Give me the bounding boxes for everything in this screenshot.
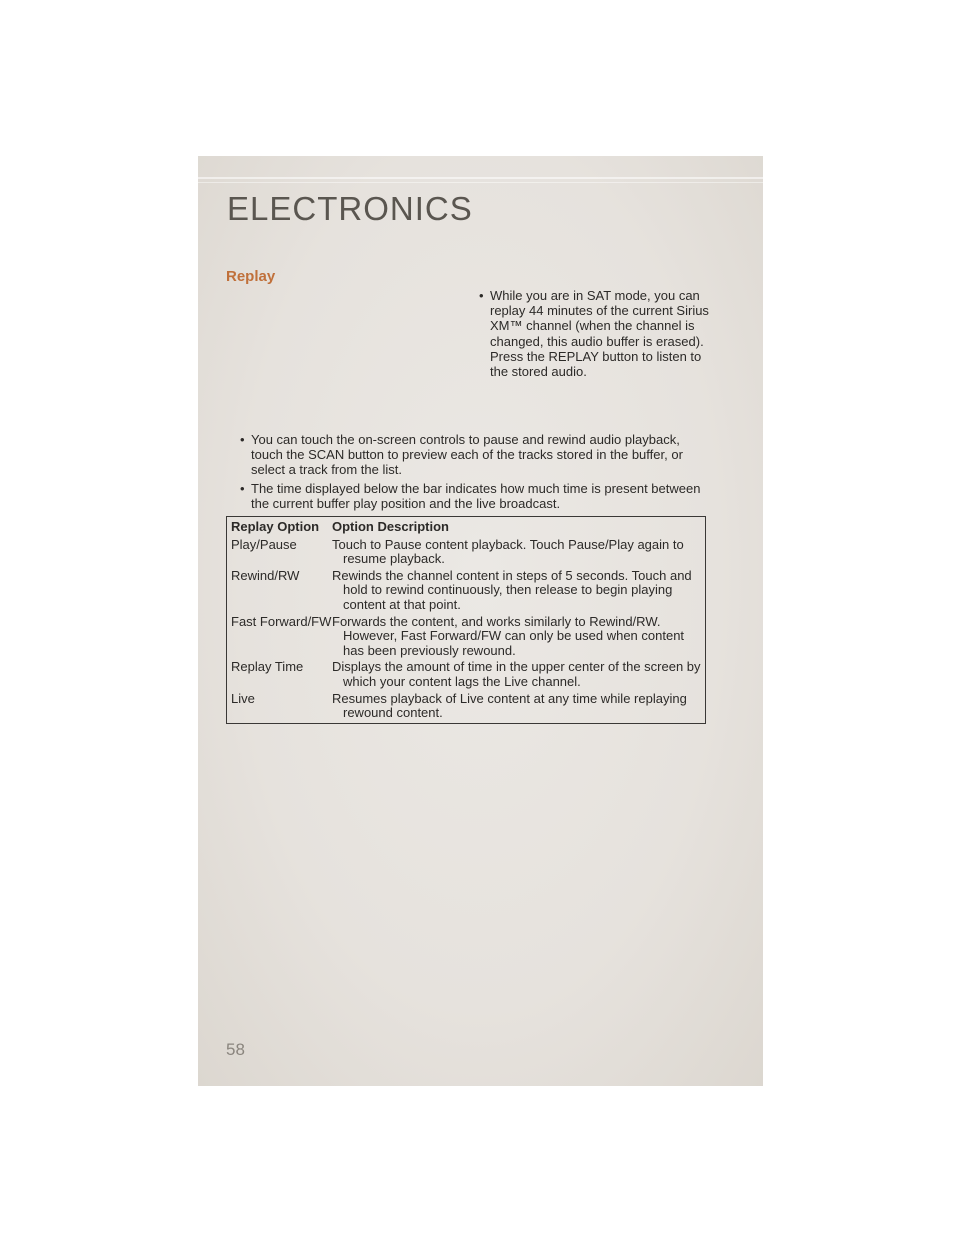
bullet-text: The time displayed below the bar indicates how much time is present between the current buffer play position and the live broadcast. — [251, 481, 701, 511]
option-name: Play/Pause — [231, 536, 297, 552]
header-option: Replay Option — [231, 519, 320, 534]
page-number: 58 — [226, 1040, 245, 1059]
table-row — [227, 615, 705, 661]
option-description: Forwards the content, and works similarly to Rewind/RW. However, Fast Forward/FW can only be used when content has been previously rewound. — [332, 613, 685, 658]
top-rule-thin — [198, 182, 763, 183]
option-description: Resumes playback of Live content at any time while replaying rewound content. — [332, 690, 687, 721]
header-description: Option Description — [332, 519, 449, 534]
bullet-text: You can touch the on-screen controls to pause and rewind audio playback, touch the SCAN button to preview each of the tracks stored in the buffer, or select a track from the list. — [251, 432, 683, 477]
bullet-item — [240, 432, 710, 477]
table-row — [227, 660, 705, 691]
bullet-dot: • — [479, 288, 484, 303]
option-description: Rewinds the channel content in steps of 5 seconds. Touch and hold to rewind continuously, then release to begin playing content at that point. — [332, 567, 692, 612]
option-name: Replay Time — [231, 659, 304, 675]
table-row — [227, 569, 705, 615]
bullet-list — [240, 432, 710, 515]
bullet-dot: • — [240, 481, 245, 496]
option-description: Displays the amount of time in the upper center of the screen by which your content lags the Live channel. — [332, 659, 701, 689]
intro-bullet — [479, 288, 720, 379]
table-header-row — [227, 517, 705, 538]
option-description: Touch to Pause content playback. Touch Pause/Play again to resume playback. — [332, 536, 684, 567]
bullet-item — [240, 481, 710, 511]
bullet-dot: • — [240, 432, 245, 447]
option-name: Live — [231, 690, 255, 706]
option-name: Fast Forward/FW — [231, 613, 332, 629]
replay-heading: Replay — [226, 268, 276, 285]
intro-bullet-text: While you are in SAT mode, you can replay 44 minutes of the current Sirius XM™ channel (when the channel is changed, this audio buffer is erased). Press the REPLAY button to listen to the stored audio. — [490, 288, 709, 380]
section-title: ELECTRONICS — [227, 190, 473, 227]
table-row — [227, 692, 705, 723]
table-row — [227, 538, 705, 569]
option-name: Rewind/RW — [231, 567, 300, 583]
replay-options-table — [226, 516, 706, 724]
top-rule — [198, 177, 763, 179]
